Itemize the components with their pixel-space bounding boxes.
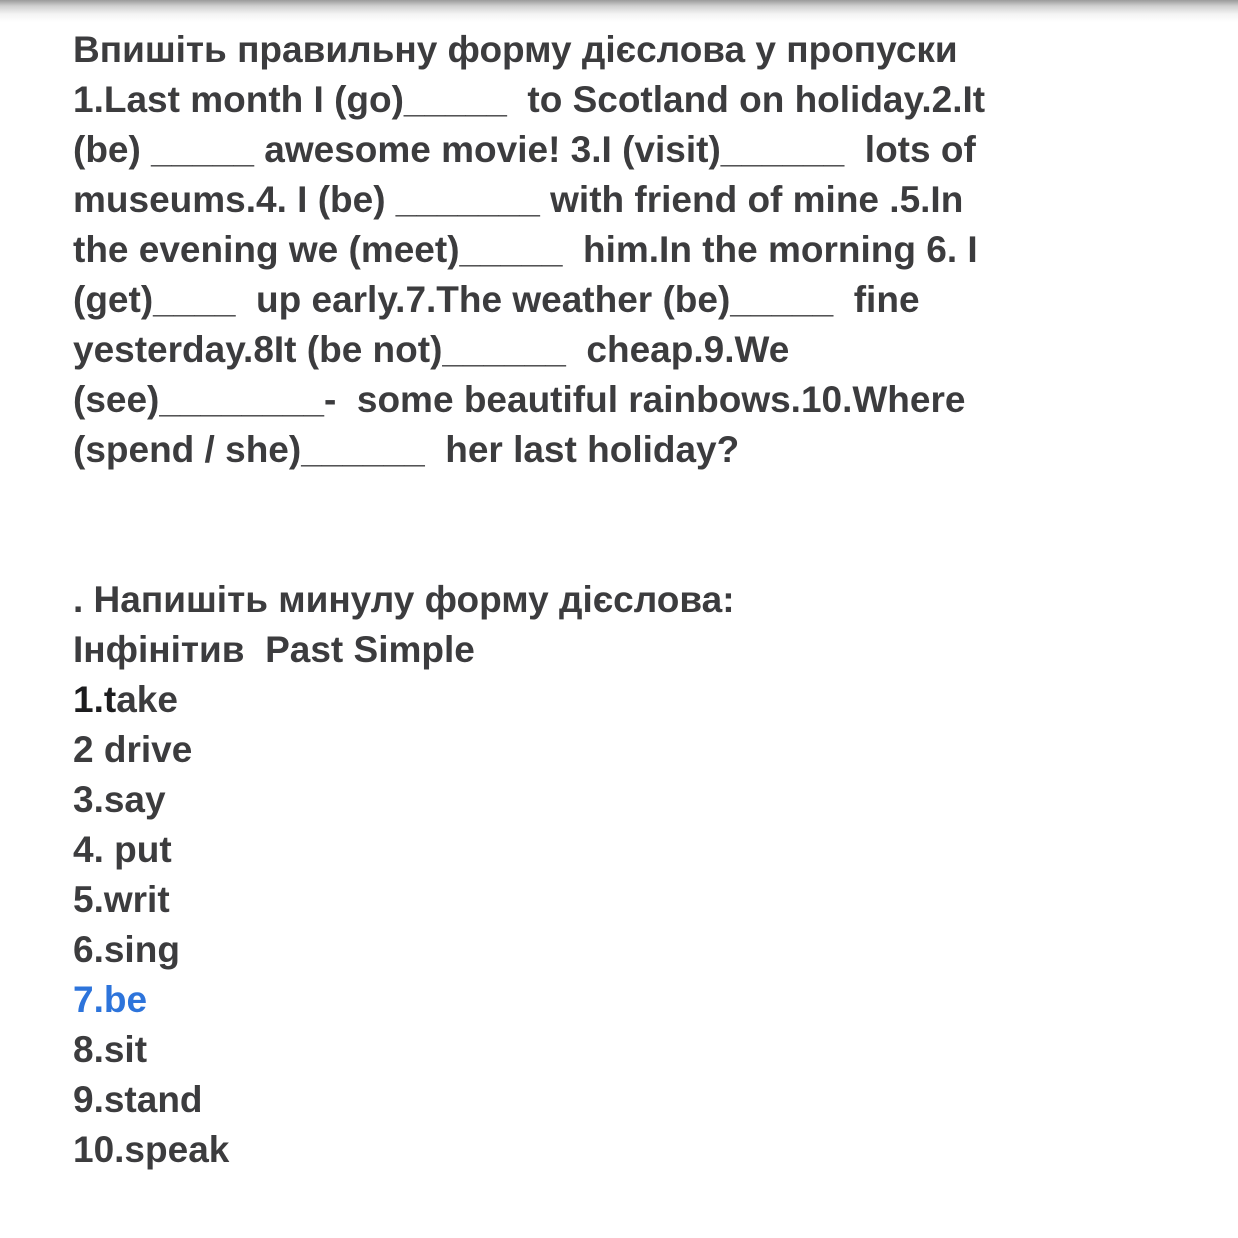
verb-item: 5.writ bbox=[73, 879, 170, 920]
verb-item-1-rest: ake bbox=[116, 679, 178, 720]
exercise1-line: museums.4. I (be) _______ with friend of mine .5.In bbox=[73, 179, 964, 220]
exercise1-line: (be) _____ awesome movie! 3.I (visit)______ lots of bbox=[73, 129, 976, 170]
verb-item: 3.say bbox=[73, 779, 166, 820]
verb-item-1-prefix: 1.t bbox=[73, 679, 117, 720]
verb-item: 10.speak bbox=[73, 1129, 230, 1170]
exercise1-line: (spend / she)______ her last holiday? bbox=[73, 429, 740, 470]
verb-item: 4. put bbox=[73, 829, 172, 870]
worksheet-text bbox=[73, 25, 1143, 1175]
verb-item-1 bbox=[73, 675, 1143, 725]
exercise1-title: Впишіть правильну форму дієслова у пропуски bbox=[73, 29, 958, 70]
verb-item: 2 drive bbox=[73, 729, 193, 770]
exercise2-column-header: Інфінітив Past Simple bbox=[73, 629, 475, 670]
verb-item: 9.stand bbox=[73, 1079, 203, 1120]
verb-item: 6.sing bbox=[73, 929, 180, 970]
verb-item-highlighted: 7.be bbox=[73, 979, 148, 1020]
exercise1-line: (get)____ up early.7.The weather (be)_____ fine bbox=[73, 279, 920, 320]
section-gap bbox=[73, 475, 1143, 575]
screenshot-top-shadow bbox=[0, 0, 1238, 22]
exercise1-line: (see)________- some beautiful rainbows.10.Where bbox=[73, 379, 966, 420]
exercise2-title: . Напишіть минулу форму дієслова: bbox=[73, 579, 735, 620]
exercise1-line: the evening we (meet)_____ him.In the morning 6. I bbox=[73, 229, 978, 270]
exercise1-line: yesterday.8It (be not)______ cheap.9.We bbox=[73, 329, 790, 370]
exercise1-line: 1.Last month I (go)_____ to Scotland on holiday.2.It bbox=[73, 79, 986, 120]
verb-item: 8.sit bbox=[73, 1029, 148, 1070]
